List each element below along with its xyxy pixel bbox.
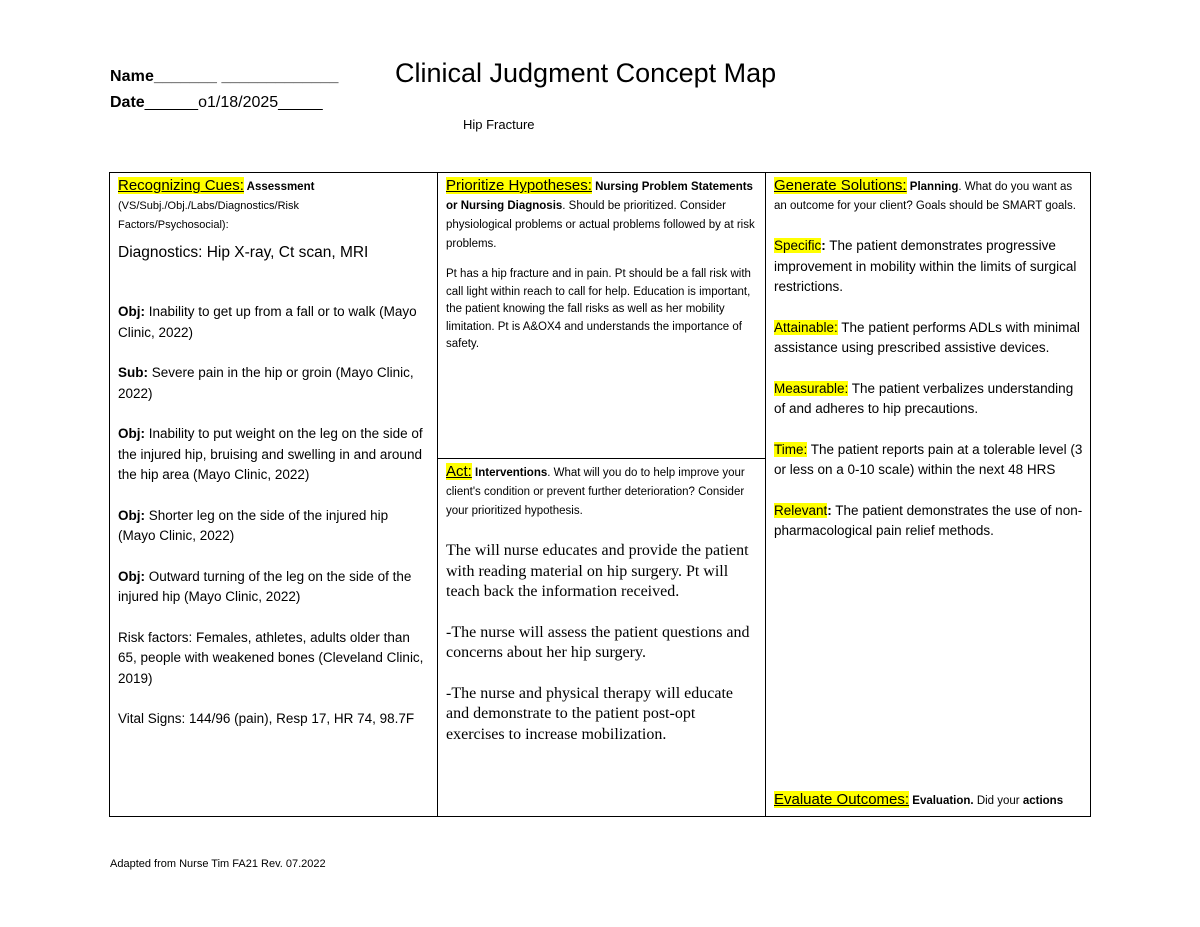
cue-item: Obj: Inability to get up from a fall or to walk (Mayo Clinic, 2022) [118,304,417,340]
cue-item: Obj: Inability to put weight on the leg on the side of the injured hip, bruising and swelling in and around the hip area (Mayo Clinic, 2022) [118,426,423,482]
generate-solutions-instructions: . What do you want as an outcome for your client? Goals should be SMART goals. [774,181,1076,212]
smart-goal-specific: Specific: The patient demonstrates progressive improvement in mobility within the limits of surgical restrictions. [774,238,1077,294]
recognizing-cues-cell [110,173,438,816]
recognizing-cues-instructions: (VS/Subj./Obj./Labs/Diagnostics/Risk Factors/Psychosocial): [118,200,299,231]
prioritize-hypotheses-cell [438,173,765,459]
intervention-item: The will nurse educates and provide the patient with reading material on hip surgery. Pt will teach back the information received. [446,542,749,600]
smart-goal-relevant: Relevant: The patient demonstrates the use of non-pharmacological pain relief methods. [774,502,1083,538]
evaluate-outcomes-text-bold: actions [1022,795,1064,807]
evaluate-outcomes-row [774,791,1063,808]
smart-goal-measurable: Measurable: The patient verbalizes understanding of and adheres to hip precautions. [774,380,1074,416]
intervention-item: -The nurse and physical therapy will educate and demonstrate to the patient post-opt exercises to increase mobilization. [446,684,733,743]
generate-solutions-subheading: Planning [906,181,959,193]
concept-map-table [109,172,1091,817]
act-instructions: . What will you do to help improve your client's condition or prevent further deterioration? Consider your prioritized hypothesis. [446,467,745,517]
recognizing-cues-heading: Recognizing Cues: [118,177,244,194]
risk-factors: Risk factors: Females, athletes, adults older than 65, people with weakened bones (Cleveland Clinic, 2019) [118,629,424,686]
date-label: Date [110,94,145,111]
smart-goal-time: Time: The patient reports pain at a tolerable level (3 or less on a 0-10 scale) within the next 48 HRS [774,441,1083,477]
prioritize-hypotheses-subheading: Nursing Problem Statements or Nursing Diagnosis [446,181,753,212]
vital-signs: Vital Signs: 144/96 (pain), Resp 17, HR 74, 98.7F [118,711,415,726]
name-label: Name [110,68,154,85]
smart-goal-list [774,236,1084,542]
page-subtitle: Hip Fracture [463,117,535,132]
act-subheading: Interventions [471,467,548,479]
evaluate-outcomes-heading: Evaluate Outcomes: [774,791,910,808]
name-field [110,68,339,86]
generate-solutions-cell [766,173,1092,816]
prioritize-hypotheses-instructions: . Should be prioritized. Consider physiological problems or actual problems followed by at risk problems. [446,200,755,250]
intervention-list [446,541,757,745]
intervention-item: -The nurse will assess the patient questions and concerns about her hip surgery. [446,623,750,661]
diagnostics-text: Diagnostics: Hip X-ray, Ct scan, MRI [118,244,369,261]
page-title: Clinical Judgment Concept Map [395,58,777,88]
cue-list [118,302,429,730]
act-cell [438,459,765,816]
cue-item: Obj: Shorter leg on the side of the injured hip (Mayo Clinic, 2022) [118,507,389,543]
middle-column [438,173,766,816]
evaluate-outcomes-text: Did your [973,795,1023,807]
generate-solutions-heading: Generate Solutions: [774,177,907,194]
cue-item: Sub: Severe pain in the hip or groin (Mayo Clinic, 2022) [118,365,414,401]
recognizing-cues-subheading: Assessment [243,181,315,193]
footer-note: Adapted from Nurse Tim FA21 Rev. 07.2022 [110,858,326,870]
name-blank: _______ _____________ [153,68,339,85]
smart-goal-attainable: Attainable: The patient performs ADLs with minimal assistance using prescribed assistive devices. [774,319,1080,355]
date-value: ______o1/18/2025_____ [144,94,323,111]
evaluate-outcomes-subheading: Evaluation. [909,795,974,807]
prioritize-hypotheses-content: Pt has a hip fracture and in pain. Pt should be a fall risk with call light within reach to call for help. Education is important, the patient knowing the fall risks as well as her mobility limitation. Pt is A&OX4 and understands the importance of safety. [446,268,751,350]
prioritize-hypotheses-heading: Prioritize Hypotheses: [446,177,592,194]
date-field [110,94,323,112]
act-heading: Act: [446,463,472,480]
cue-item: Obj: Outward turning of the leg on the side of the injured hip (Mayo Clinic, 2022) [118,568,412,604]
